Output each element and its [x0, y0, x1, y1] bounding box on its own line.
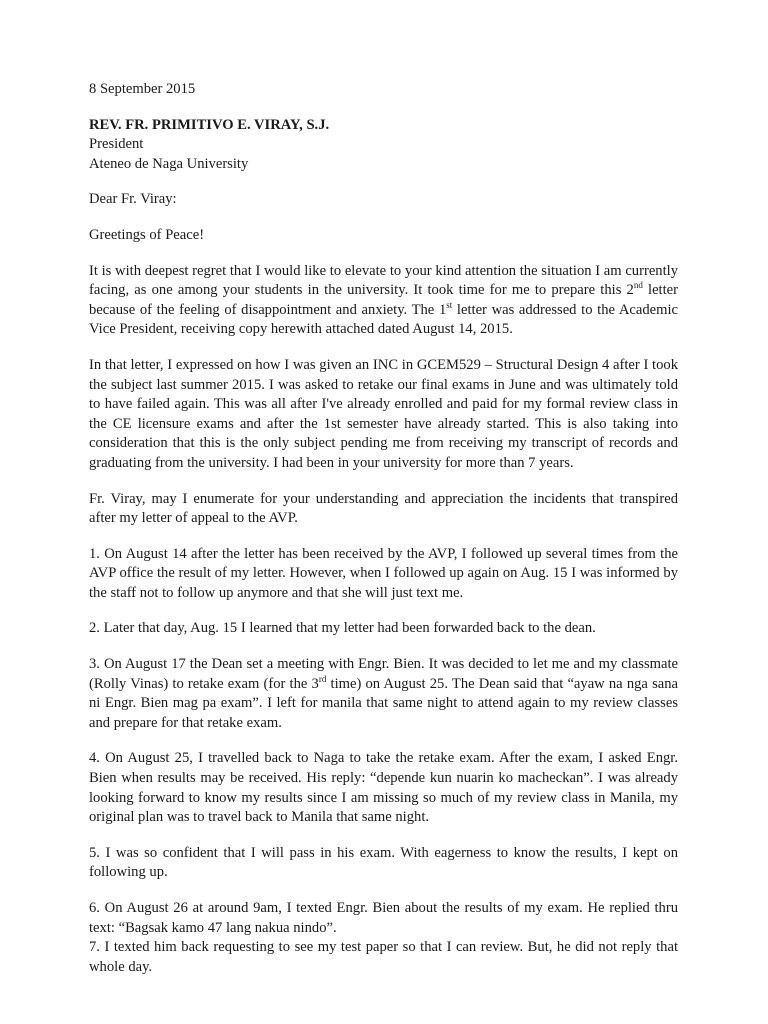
addressee-name: REV. FR. PRIMITIVO E. VIRAY, S.J.	[89, 116, 330, 133]
addressee-title: President	[89, 136, 144, 153]
paragraph-intro-text-a: It is with deepest regret that I would like to elevate to your kind attention the situation I am currently facing, as one among your students in the university. It took time for me to prepare this 2	[89, 262, 678, 299]
addressee-block	[89, 116, 678, 175]
salutation: Dear Fr. Viray:	[89, 191, 177, 208]
incident-item-3-text-b: time) on August 25. The Dean said that “ayaw na nga sana ni Engr. Bien mag pa exam”. I left for manila that same night to attend again to my review classes and prepare for that retake exam.	[89, 675, 678, 731]
paragraph-background: In that letter, I expressed on how I was given an INC in GCEM529 – Structural Design 4 after I took the subject last summer 2015. I was asked to retake our final exams in June and was ultimately told to have failed again. This was all after I've already enrolled and paid for my formal review class in the CE licensure exams and after the 1st semester have already started. This is also taking into consideration that this is the only subject pending me from receiving my transcript of records and graduating from the university. I had been in your university for more than 7 years.	[89, 356, 678, 471]
incident-item-2: 2. Later that day, Aug. 15 I learned that my letter had been forwarded back to the dean.	[89, 620, 596, 637]
incident-item-5: 5. I was so confident that I will pass in his exam. With eagerness to know the results, I kept on following up.	[89, 844, 678, 881]
ordinal-suffix: rd	[318, 673, 327, 684]
ordinal-suffix: st	[446, 299, 453, 310]
paragraph-intro-text-c: letter was addressed to the Academic Vice President, receiving copy herewith attached dated August 14, 2015.	[89, 301, 678, 338]
incident-item-7: 7. I texted him back requesting to see my test paper so that I can review. But, he did not reply that whole day.	[89, 939, 678, 975]
incident-item-3	[89, 655, 678, 733]
incident-item-4: 4. On August 25, I travelled back to Naga to take the retake exam. After the exam, I asked Engr. Bien when results may be received. His reply: “depende kun nuarin ko macheckan”. I was already looking forward to know my results since I am missing so much of my review class in Manila, my original plan was to travel back to Manila that same night.	[89, 750, 678, 826]
ordinal-suffix: nd	[633, 280, 643, 291]
letter-body	[89, 80, 678, 977]
paragraph-intro	[89, 262, 678, 340]
greeting: Greetings of Peace!	[89, 226, 205, 243]
paragraph-intro-text-b: letter because of the feeling of disappointment and anxiety. The 1	[89, 282, 678, 318]
incident-item-3-text-a: 3. On August 17 the Dean set a meeting with Engr. Bien. It was decided to let me and my classmate (Rolly Vinas) to retake exam (for the 3	[89, 656, 678, 692]
letter-date: 8 September 2015	[89, 81, 196, 97]
incident-item-1: 1. On August 14 after the letter has been received by the AVP, I followed up several times from the AVP office the result of my letter. However, when I followed up again on Aug. 15 I was informed by the staff not to follow up anymore and that she will just text me.	[89, 545, 678, 601]
incident-item-6: 6. On August 26 at around 9am, I texted Engr. Bien about the results of my exam. He replied thru text: “Bagsak kamo 47 lang nakua nindo”.	[89, 900, 678, 936]
paragraph-enumeration-intro: Fr. Viray, may I enumerate for your understanding and appreciation the incidents that transpired after my letter of appeal to the AVP.	[89, 490, 678, 527]
addressee-institution: Ateneo de Naga University	[89, 155, 249, 172]
